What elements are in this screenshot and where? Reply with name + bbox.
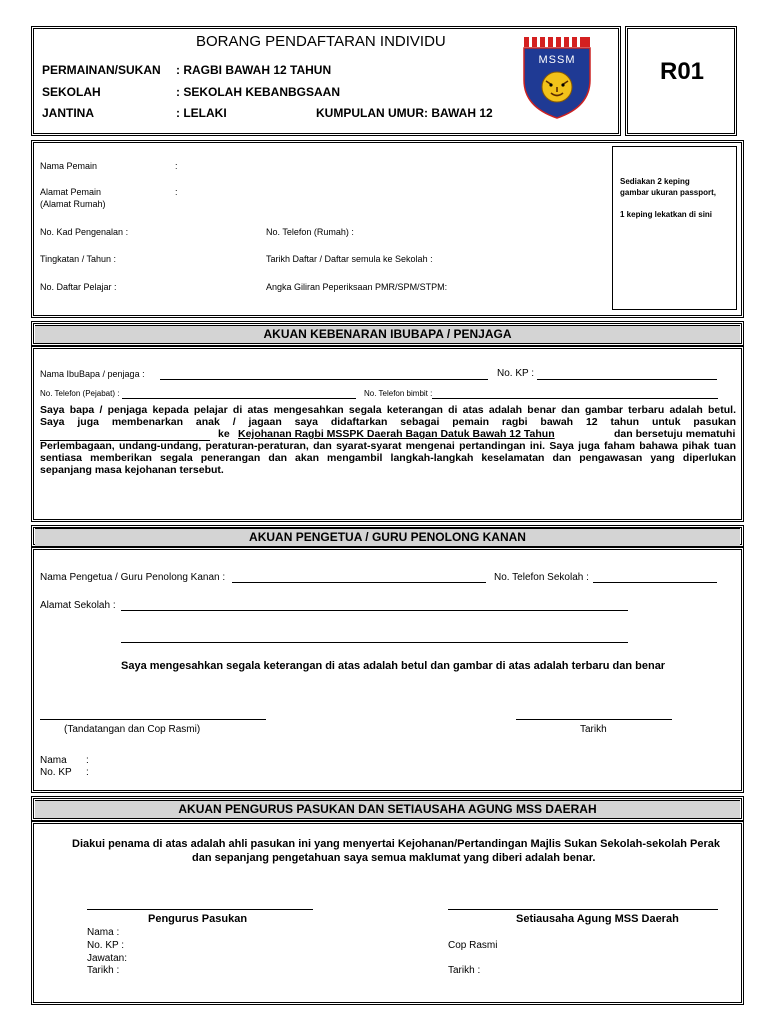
manager-nama: Nama :: [87, 927, 120, 938]
gender-value: : LELAKI: [176, 106, 227, 120]
age-group: KUMPULAN UMUR: BAWAH 12: [316, 106, 493, 120]
gender-label: JANTINA: [42, 106, 95, 120]
principal-kp-colon: :: [86, 767, 89, 778]
principal-statement: Saya mengesahkan segala keterangan di atas adalah betul dan gambar di atas adalah terbaru dan benar: [121, 660, 666, 672]
parent-kp-label: No. KP :: [497, 368, 535, 379]
player-address-sub: (Alamat Rumah): [40, 199, 106, 209]
principal-nama-label: Nama: [40, 755, 67, 766]
mobile-phone-label: No. Telefon bimbit :: [364, 389, 433, 398]
sport-value: : RAGBI BAWAH 12 TAHUN: [176, 63, 332, 77]
player-address-colon: :: [175, 187, 178, 197]
manager-title: Pengurus Pasukan: [148, 913, 248, 925]
principal-heading: AKUAN PENGETUA / GURU PENOLONG KANAN: [35, 528, 740, 547]
office-phone-label: No. Telefon (Pejabat) :: [40, 389, 120, 398]
parent-declaration-line1: Saya bapa / penjaga kepada pelajar di atas mengesahkan segala keterangan di atas adalah benar dan gambar terbaru adalah betul.: [40, 404, 736, 416]
secretary-tarikh: Tarikh :: [448, 965, 481, 976]
manager-kp: No. KP :: [87, 940, 125, 951]
parent-declaration-pre: ke: [218, 428, 230, 440]
signature-label: (Tandatangan dan Cop Rasmi): [64, 724, 201, 735]
photo-instruction-1: Sediakan 2 keping: [620, 177, 690, 186]
principal-nama-colon: :: [86, 755, 89, 766]
student-number-label: No. Daftar Pelajar :: [40, 282, 117, 292]
event-name: Kejohanan Ragbi MSSPK Daerah Bagan Datuk Bawah 12 Tahun: [238, 428, 555, 440]
school-address-field-2[interactable]: [121, 642, 628, 643]
school-address-label: Alamat Sekolah :: [40, 600, 116, 611]
school-value: : SEKOLAH KEBANBGSAAN: [176, 85, 341, 99]
photo-instruction-3: 1 keping lekatkan di sini: [620, 210, 713, 219]
manager-jawatan: Jawatan:: [87, 953, 128, 964]
principal-kp-label: No. KP: [40, 767, 72, 778]
mobile-phone-field[interactable]: [432, 398, 718, 399]
school-address-field-1[interactable]: [121, 610, 628, 611]
home-phone-label: No. Telefon (Rumah) :: [266, 227, 354, 237]
manager-heading: AKUAN PENGURUS PASUKAN DAN SETIAUSAHA AGUNG MSS DAERAH: [35, 800, 740, 819]
ic-number-label: No. Kad Pengenalan :: [40, 227, 129, 237]
photo-box[interactable]: [612, 146, 737, 310]
parent-name-field[interactable]: [160, 379, 488, 380]
manager-tarikh: Tarikh :: [87, 965, 120, 976]
logo-text: MSSM: [538, 54, 576, 66]
principal-date-line[interactable]: [516, 719, 672, 720]
secretary-signature-line[interactable]: [448, 909, 718, 910]
player-name-colon: :: [175, 161, 178, 171]
manager-statement-1: Diakui penama di atas adalah ahli pasukan ini yang menyertai Kejohanan/Pertandingan Majlis Sukan Sekolah-sekolah Perak: [72, 838, 720, 850]
secretary-title: Setiausaha Agung MSS Daerah: [516, 913, 679, 925]
school-phone-field[interactable]: [593, 582, 717, 583]
parent-declaration-post: dan bersetuju mematuhi: [614, 428, 736, 440]
exam-number-label: Angka Giliran Peperiksaan PMR/SPM/STPM:: [266, 282, 448, 292]
player-name-label: Nama Pemain: [40, 161, 98, 171]
school-phone-label: No. Telefon Sekolah :: [494, 572, 589, 583]
parent-name-label: Nama IbuBapa / penjaga :: [40, 369, 145, 379]
parent-declaration-line5: sentiasa memberikan segala penerangan dan akan mengambil langkah-langkah keselamatan dan pengawasan yang diperlukan: [40, 452, 736, 464]
sport-label: PERMAINAN/SUKAN: [42, 63, 161, 77]
office-phone-field[interactable]: [122, 398, 356, 399]
mssm-logo: [521, 35, 593, 120]
secretary-cop: Cop Rasmi: [448, 940, 498, 951]
grade-label: Tingkatan / Tahun :: [40, 254, 117, 264]
logo-stripes: [524, 37, 590, 47]
school-label: SEKOLAH: [42, 85, 101, 99]
form-title: BORANG PENDAFTARAN INDIVIDU: [196, 33, 446, 50]
manager-signature-line[interactable]: [87, 909, 313, 910]
principal-date-label: Tarikh: [580, 724, 607, 735]
player-address-label: Alamat Pemain: [40, 187, 102, 197]
photo-instruction-2: gambar ukuran passport,: [620, 188, 717, 197]
parent-heading: AKUAN KEBENARAN IBUBAPA / PENJAGA: [35, 325, 740, 344]
form-code: R01: [660, 58, 705, 85]
principal-signature-line[interactable]: [40, 719, 266, 720]
parent-declaration-line6: sepanjang masa kejohanan tersebut.: [40, 464, 224, 476]
parent-declaration-line4: Perlembagaan, undang-undang, peraturan-peraturan, dan syarat-syarat mengenai pertandingan ini. Saya juga faham bahawa pihak tuan: [40, 440, 736, 452]
register-date-label: Tarikh Daftar / Daftar semula ke Sekolah :: [266, 254, 433, 264]
manager-statement-2: dan sepanjang pengetahuan saya semua maklumat yang diberi adalah benar.: [192, 852, 596, 864]
parent-kp-field[interactable]: [537, 379, 717, 380]
principal-name-label: Nama Pengetua / Guru Penolong Kanan :: [40, 572, 226, 583]
parent-declaration-line2: Saya juga membenarkan anak / jagaan saya didaftarkan sebagai pemain ragbi bawah 12 tahun untuk pasukan: [40, 416, 736, 428]
principal-name-field[interactable]: [232, 582, 486, 583]
